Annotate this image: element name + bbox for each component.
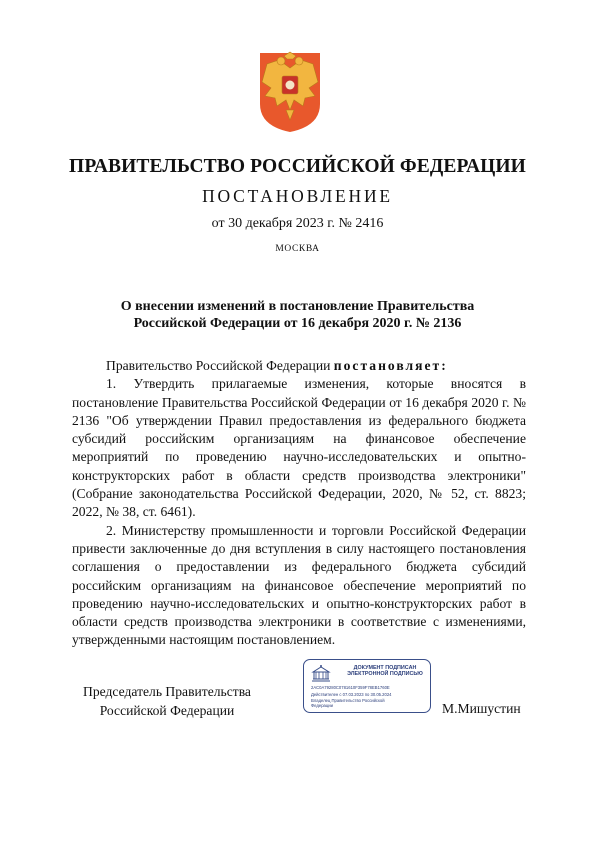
- government-title: ПРАВИТЕЛЬСТВО РОССИЙСКОЙ ФЕДЕРАЦИИ: [69, 156, 526, 177]
- stamp-serial: 2AC0A79280C0781610F359F78EB1760E: [311, 685, 390, 690]
- stamp-title-line: ЭЛЕКТРОННОЙ ПОДПИСЬЮ: [347, 671, 423, 678]
- subject-line: Российской Федерации от 16 декабря 2020 г. № 2136: [133, 316, 462, 331]
- document-city: МОСКВА: [275, 244, 320, 254]
- state-emblem-icon: [310, 664, 332, 684]
- signatory-name: М.Мишустин: [442, 701, 521, 716]
- stamp-owner: Владелец Правительство Российской: [311, 698, 385, 703]
- document-body: [72, 357, 526, 650]
- stamp-title-line: ДОКУМЕНТ ПОДПИСАН: [353, 665, 417, 671]
- document-type: ПОСТАНОВЛЕНИЕ: [202, 186, 393, 206]
- stamp-owner: Федерации: [311, 703, 333, 708]
- document-date: от 30 декабря 2023 г. № 2416: [211, 216, 384, 231]
- coat-of-arms-icon: [257, 50, 323, 134]
- item-paragraph: 1. Утвердить прилагаемые изменения, которые вносятся в постановление Правительства Российской Федерации от 16 декабря 2020 г. № 2136 "Об утверждении Правил предоставления из федерального бюджета субсидий российским организациям на финансовое обеспечение мероприятий по проведению научно-исследовательских и опытно-конструкторских работ в области средств производства электроники" (Собрание законодательства Российской Федерации, 2020, № 52, ст. 8823; 2022, № 38, ст. 6461).: [72, 376, 526, 520]
- stamp-title: [342, 665, 428, 678]
- subject-line: О внесении изменений в постановление Правительства: [120, 299, 475, 314]
- item-paragraph: 2. Министерству промышленности и торговли Российской Федерации привести заключенные до дня вступления в силу настоящего постановления соглашения о предоставлении из федерального бюджета субсидий российским организациям на финансовое обеспечение мероприятий по проведению научно-исследовательских и опытно-конструкторских работ в области средств производства электроники в соответствие с изменениями, утвержденными настоящим постановлением.: [72, 522, 526, 648]
- intro-text: Правительство Российской Федерации: [106, 358, 334, 373]
- electronic-signature-stamp: [303, 659, 431, 713]
- stamp-validity: Действителен с 07.03.2023 по 30.05.2024: [311, 692, 392, 697]
- signatory-title-line: Председатель Правительства: [83, 684, 251, 699]
- intro-paragraph: [72, 357, 526, 375]
- signatory-title-line: Российской Федерации: [99, 702, 235, 718]
- signatory-title: [72, 683, 262, 720]
- document-subject: [0, 298, 595, 332]
- decree-word: постановляет:: [333, 358, 448, 373]
